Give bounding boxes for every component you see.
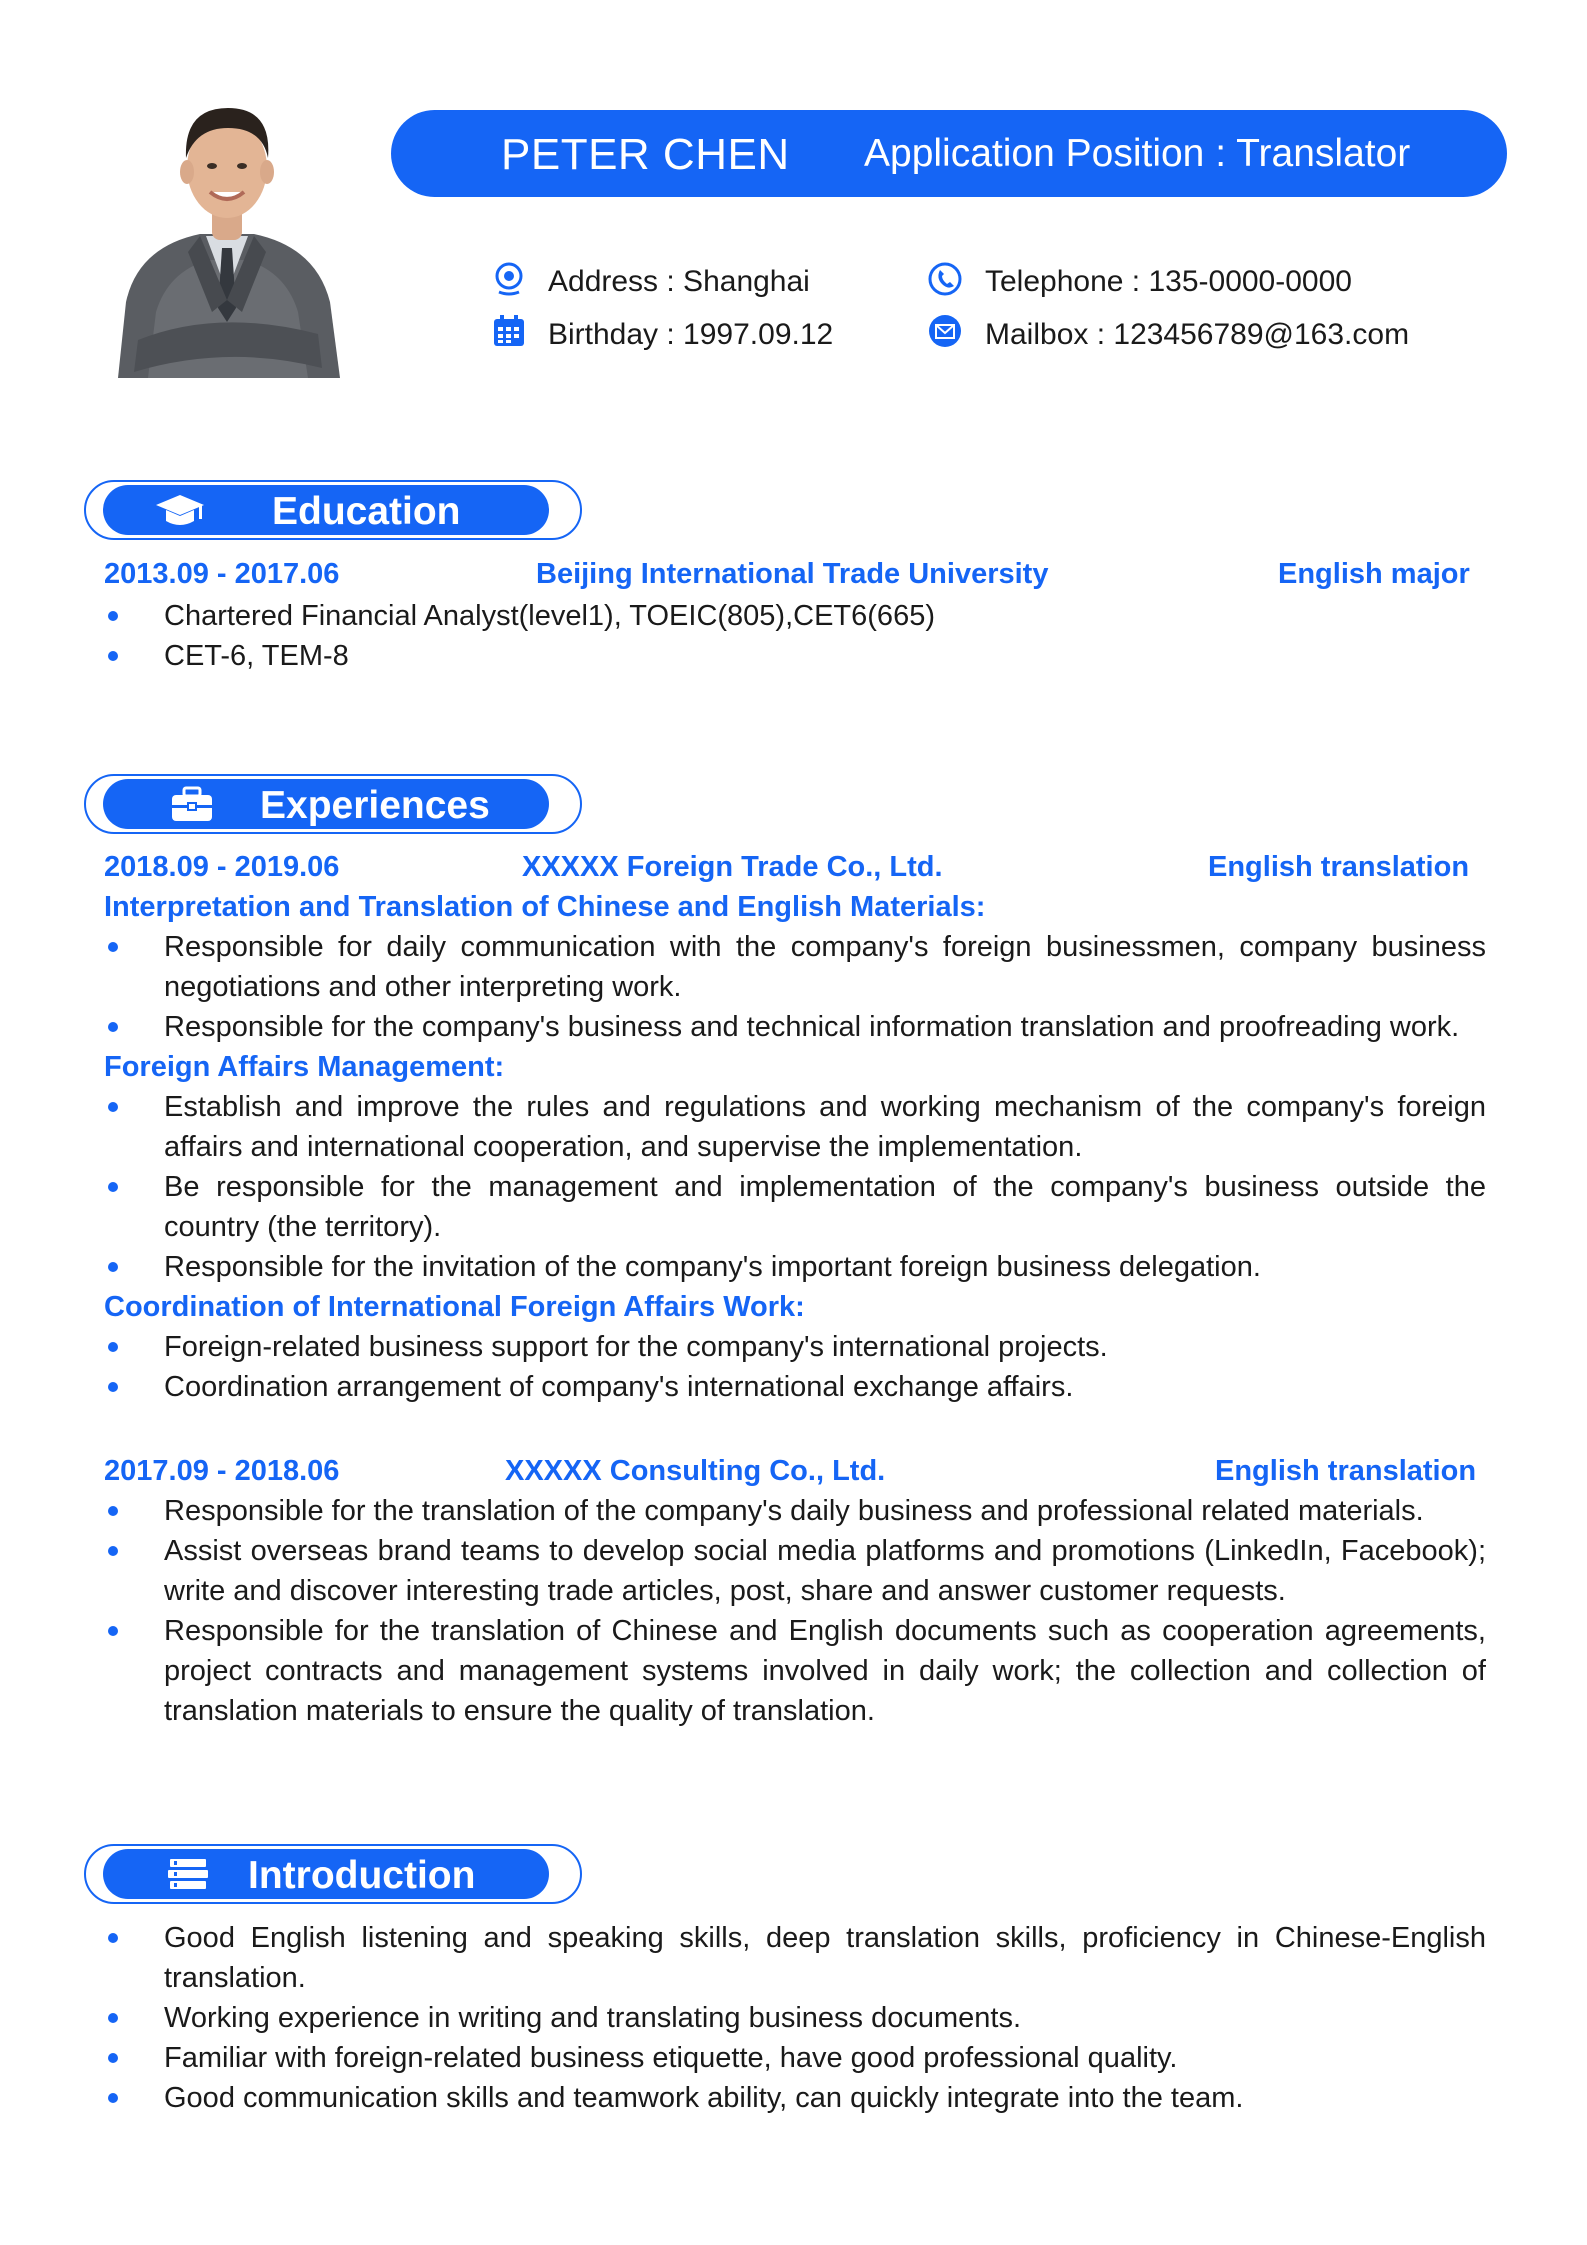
mailbox-link[interactable]: Mailbox : 123456789@163.com — [985, 318, 1410, 351]
job-company: XXXXX Consulting Co., Ltd. — [505, 1455, 886, 1487]
job-dates: 2018.09 - 2019.06 — [104, 851, 340, 883]
group-heading: Coordination of International Foreign Affairs Work: — [104, 1291, 805, 1323]
group-heading: Foreign Affairs Management: — [104, 1051, 505, 1083]
education-title: Education — [272, 490, 461, 533]
job-role: English translation — [1208, 851, 1470, 883]
mailbox-row — [928, 314, 962, 353]
address-row — [492, 262, 526, 301]
birthday-row — [492, 314, 526, 353]
calendar-icon — [492, 314, 526, 348]
location-pin-icon — [492, 262, 526, 296]
candidate-name: PETER CHEN — [501, 130, 790, 179]
application-position: Application Position : Translator — [864, 132, 1411, 175]
experiences-title: Experiences — [260, 784, 490, 827]
education-dates: 2013.09 - 2017.06 — [104, 558, 340, 590]
experiences-section-header — [84, 774, 582, 834]
graduation-cap-icon — [154, 491, 206, 529]
job-dates: 2017.09 - 2018.06 — [104, 1455, 340, 1487]
job-role: English translation — [1215, 1455, 1477, 1487]
job-company: XXXXX Foreign Trade Co., Ltd. — [522, 851, 943, 883]
telephone-row — [928, 262, 962, 301]
education-school: Beijing International Trade University — [536, 558, 1049, 590]
mail-icon — [928, 314, 962, 348]
telephone-text: Telephone : 135-0000-0000 — [985, 265, 1352, 298]
header-banner — [391, 110, 1507, 197]
profile-photo — [108, 72, 346, 378]
address-text: Address : Shanghai — [548, 265, 810, 298]
person-portrait-icon — [108, 72, 346, 378]
phone-icon — [928, 262, 962, 296]
introduction-section-header — [84, 1844, 582, 1904]
education-major: English major — [1278, 558, 1470, 590]
birthday-text: Birthday : 1997.09.12 — [548, 318, 834, 351]
introduction-title: Introduction — [248, 1854, 476, 1897]
education-section-header — [84, 480, 582, 540]
briefcase-icon — [166, 785, 218, 823]
books-icon — [162, 1855, 214, 1893]
group-heading: Interpretation and Translation of Chinese and English Materials: — [104, 891, 986, 923]
